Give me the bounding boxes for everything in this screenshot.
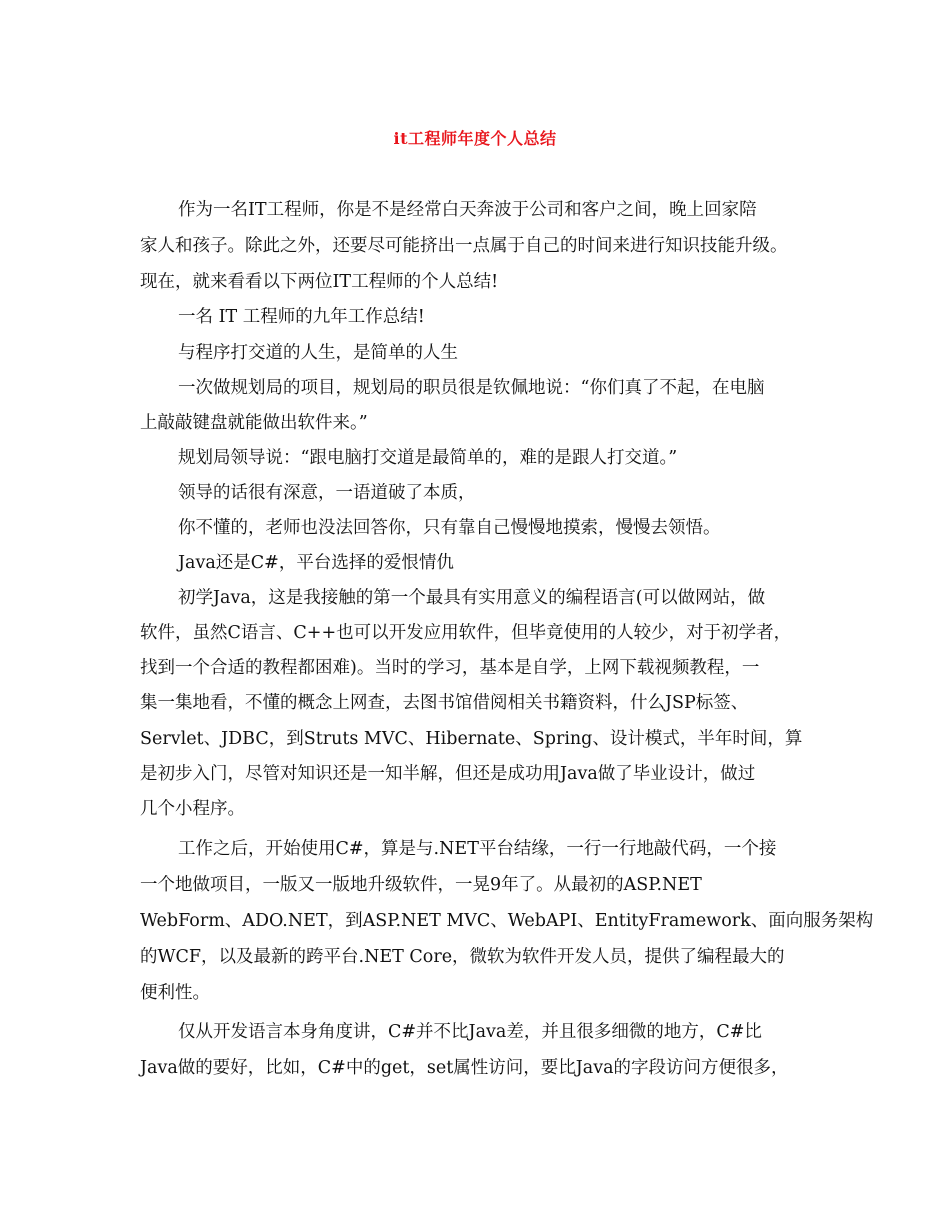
paragraph-line: WebForm、ADO.NET，到ASP.NET MVC、WebAPI、EntityFramework、面向服务架构 — [140, 911, 874, 931]
section-heading: Java还是C#，平台选择的爱恨情仇 — [178, 553, 454, 573]
paragraph-line: 家人和孩子。除此之外，还要尽可能挤出一点属于自己的时间来进行知识技能升级。 — [140, 236, 788, 256]
paragraph-line: 集一集地看，不懂的概念上网查，去图书馆借阅相关书籍资料，什么JSP标签、 — [140, 693, 749, 713]
paragraph-line: 是初步入门，尽管对知识还是一知半解，但还是成功用Java做了毕业设计，做过 — [140, 764, 756, 784]
paragraph-line: 规划局领导说：“跟电脑打交道是最简单的，难的是跟人打交道。” — [178, 448, 678, 468]
paragraph-line: Java做的要好，比如，C#中的get，set属性访问，要比Java的字段访问方便很多， — [140, 1058, 789, 1078]
paragraph-line: 作为一名IT工程师，你是不是经常白天奔波于公司和客户之间，晚上回家陪 — [178, 200, 757, 220]
paragraph-line: 软件，虽然C语言、C++也可以开发应用软件，但毕竟使用的人较少，对于初学者， — [140, 623, 792, 643]
paragraph-line: 现在，就来看看以下两位IT工程师的个人总结! — [140, 272, 499, 292]
paragraph-line: 仅从开发语言本身角度讲，C#并不比Java差，并且很多细微的地方，C#比 — [178, 1022, 762, 1042]
paragraph-line: 便利性。 — [140, 983, 210, 1003]
section-heading: 与程序打交道的人生，是简单的人生 — [178, 343, 458, 363]
paragraph-line: 你不懂的，老师也没法回答你，只有靠自己慢慢地摸索，慢慢去领悟。 — [178, 518, 721, 538]
section-heading: 一名 IT 工程师的九年工作总结! — [178, 307, 425, 327]
paragraph-line: 工作之后，开始使用C#，算是与.NET平台结缘，一行一行地敲代码，一个接 — [178, 839, 777, 859]
paragraph-line: 的WCF，以及最新的跨平台.NET Core，微软为软件开发人员，提供了编程最大的 — [140, 947, 785, 967]
document-title: it工程师年度个人总结 — [393, 129, 557, 148]
paragraph-line: 几个小程序。 — [140, 799, 245, 819]
paragraph-line: Servlet、JDBC，到Struts MVC、Hibernate、Spring、设计模式，半年时间，算 — [140, 729, 803, 749]
paragraph-line: 一个地做项目，一版又一版地升级软件，一晃9年了。从最初的ASP.NET — [140, 875, 702, 895]
paragraph-line: 找到一个合适的教程都困难)。当时的学习，基本是自学，上网下载视频教程，一 — [140, 658, 760, 678]
paragraph-line: 领导的话很有深意，一语道破了本质， — [178, 483, 476, 503]
paragraph-line: 上敲敲键盘就能做出软件来。” — [140, 413, 368, 433]
paragraph-line: 一次做规划局的项目，规划局的职员很是钦佩地说：“你们真了不起，在电脑 — [178, 378, 765, 398]
paragraph-line: 初学Java，这是我接触的第一个最具有实用意义的编程语言(可以做网站，做 — [178, 588, 766, 608]
